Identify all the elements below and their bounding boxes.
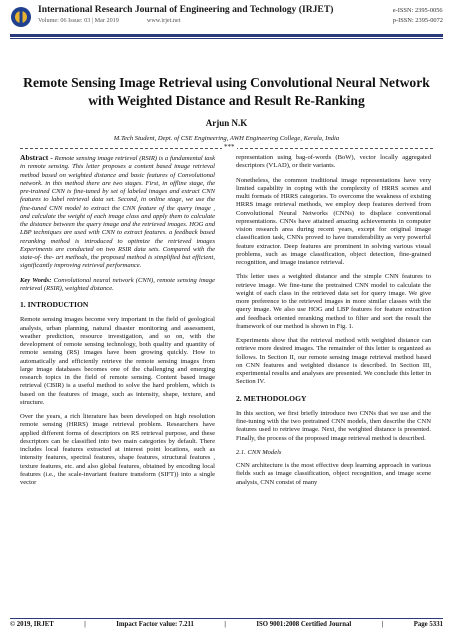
keywords-heading: Key Words: [20, 276, 52, 284]
footer-rule [10, 618, 443, 619]
abstract-body: Remote sensing image retrieval (RSIR) is a fundamental task in remote sensing. This letter proposes a content based image retrieval method based on weighted distance and basic features of Convolutional network. in this method there are two stages. First, in offline stage, the pre-trained CNN is fine-tuned by set of labeled images and extract CNN features to label retrieval data set. Second, in online stage, we use the fine-tuned CNN model to extract the CNN feature of the query image , and calculate the weight of each image class and apply them to calculate the distance between the query image and the retrieved images. HOG and LBP techniques are used with CNN to extract features. a feedback based reranking method is introduced to optimize the retrieved images Experiments are conducted on two RSIR data sets. Compared with the state-of- the- art methods, the proposed method is simplified but efficient, significantly improving retrieval performance. [20, 155, 215, 270]
footer-iso: ISO 9001:2008 Certified Journal [256, 621, 352, 628]
section-heading-introduction: 1. INTRODUCTION [20, 300, 89, 309]
subsection-heading-cnn-models: 2.1. CNN Models [236, 448, 282, 456]
irjet-logo-icon [10, 6, 32, 28]
paragraph-experiments: Experiments show that the retrieval method with weighted distance can retrieve more desired images. The remainder of this letter is organized as follows. In Section II, our remote sensing image retrieval method based on CNN features and weighted distance is described. In Section III, experimental results and analyses are presented. We conclude this letter in Section IV. [236, 337, 431, 386]
author-affiliation: M.Tech Student, Dept. of CSE Engineering, AWH Engineering College, Kerala, India [113, 135, 340, 142]
keywords [20, 277, 215, 294]
paragraph-cnn-models: CNN architecture is the most effective deep learning approach in various fields such as image classification, object recognition, and image scene analysis, CNN consist of many [236, 462, 431, 486]
paragraph-continuation: representation using bag-of-words (BoW), vector locally aggregated descriptors (VLAD), or their variants. [236, 154, 431, 170]
journal-title: International Research Journal of Engineering and Technology (IRJET) [38, 4, 334, 15]
journal-website[interactable]: www.irjet.net [146, 17, 181, 24]
left-column [20, 154, 215, 493]
header-rule-thin [10, 38, 443, 39]
footer-separator: | [381, 621, 384, 628]
paragraph-weighted-distance: This letter uses a weighted distance and the simple CNN features to retrieve image. We fine-tune the pretrained CNN model to calculate the weight of each class in the retrieved data set for query image. We give more preference to the retrieved images in more similar classes with the query image. We also use HOG and LBP features for feature extraction and feedback oriented reranking method to filter and sort the result the framework of our method is shown in Fig. 1. [236, 273, 431, 330]
footer-separator: | [224, 621, 226, 628]
eissn: e-ISSN: 2395-0056 [392, 7, 443, 14]
author-name: Arjun N.K [205, 118, 248, 128]
intro-paragraph-1: Remote sensing images become very important in the field of geological analysis, urban planning, natural disaster monitoring and assessment, weather prediction, resource investigation, and so on, with the development of remote sensing technology, both quality and quantity of remote sensing (RS) images have been growing quickly. How to automatically and efficiently retrieve the remote sensing images from large image databases becomes one of the challenging and emerging research topics in the field of remote sensing. Content based image retrieval (CBIR) is a useful method to solve the hard problem, which is based on the features of image, such as intensity, shape, texture, and structure. [20, 316, 215, 406]
abstract-heading: Abstract - [20, 153, 53, 162]
paragraph-method-overview: In this section, we first briefly introduce two CNNs that we use and the fine-tuning with the two pretrained CNN models, then describe the CNN features used to retrieve image. Next, the weighted distance is presented. Finally, the process of the proposed image retrieval method is described. [236, 409, 431, 442]
footer-page-number: Page 5331 [413, 621, 443, 628]
keywords-body: Convolutional neural network (CNN), remote sensing image retrieval (RSIR), weighted distance. [20, 276, 215, 292]
volume-issue: Volume: 06 Issue: 03 | Mar 2019 [38, 17, 119, 24]
footer-text [10, 621, 443, 628]
journal-meta [38, 17, 181, 24]
journal-header [0, 0, 453, 34]
right-column [236, 154, 431, 493]
section-heading-methodology: 2. METHODOLOGY [236, 393, 307, 403]
paragraph-traditional-representations: Nonetheless, the common traditional image representations have very limited capability in coping with the complexity of HRRS scenes and multi formats of HRRS categories. To overcome the weakness of existing HRRS image retrieval methods, we employ deep features derived from Convolutional Neural Networks (CNNs) to displace conventional representations. CNNs have attained amazing achievements in computer vision research area during recent years, except for original image classification task, CNNs proved to have transferability as very powerful feature extractor. Deep features are prominent in solving various visual problems, such as image classification, object detection, fine-grained recognition, and image instance retrieval. [236, 176, 431, 266]
page-footer [10, 618, 443, 632]
divider-mark: *** [224, 143, 235, 151]
footer-copyright: © 2019, IRJET [10, 621, 54, 628]
issn-block [393, 6, 443, 26]
abstract [20, 154, 215, 271]
journal-abbr: (IRJET) [298, 4, 334, 15]
footer-separator: | [84, 621, 86, 628]
pissn: p-ISSN: 2395-0072 [392, 17, 443, 24]
header-rule [10, 34, 443, 37]
intro-paragraph-2: Over the years, a rich literature has been developed on high resolution remote sensing (HRRS) image retrieval problem. Researchers have applied different forms of descriptors on RS retrieval purpose, and these descriptors can be classified into two main categories by default. There includes local features extracted at interest point locations, such as intensity features, spectral features, shape features, structural features , texture features, etc. and also global features, obtained by encoding local features (i.e., the scale-invariant feature transform (SIFT)) into a single vector [20, 413, 215, 486]
footer-impact-factor: Impact Factor value: 7.211 [116, 621, 194, 628]
paper-title: Remote Sensing Image Retrieval using Convolutional Neural Network with Weighted Distance and Result Re-Ranking [23, 75, 430, 108]
